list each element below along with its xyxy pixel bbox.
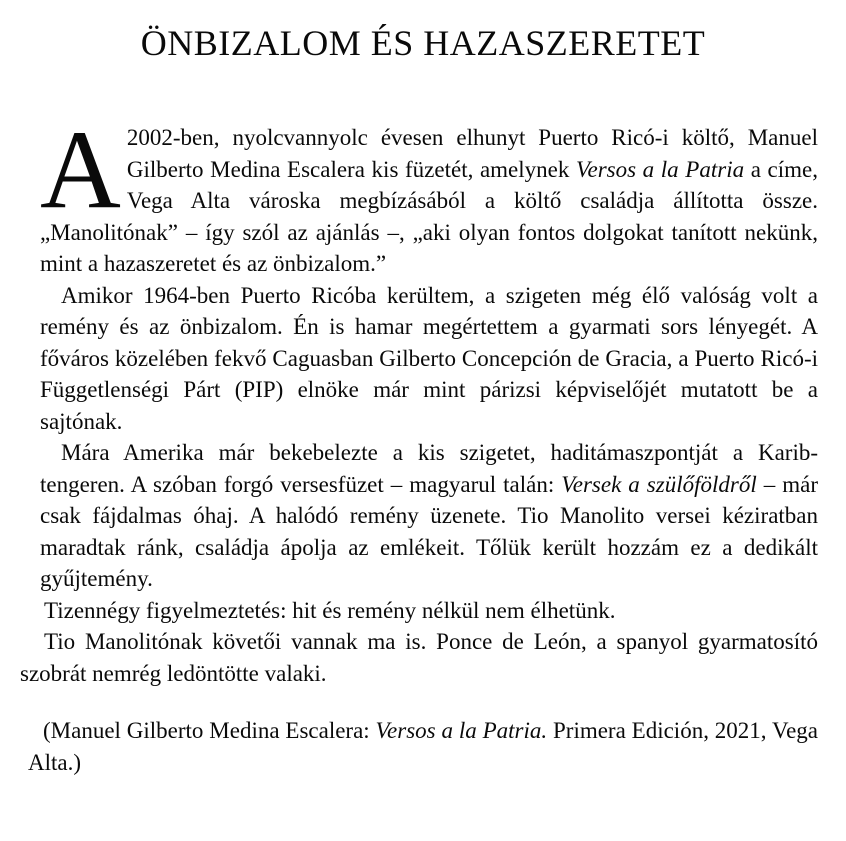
italic-text-segment: Versek a szülőföldről [561,471,757,497]
text-segment: Mára Amerika már bekebelezte a kis szigetet, haditámaszpontját a Karib-tengeren. A szóban forgó versesfüzet – magyarul talán: [40,440,818,497]
document-page [0,22,846,841]
page-title: ÖNBIZALOM ÉS HAZASZERETET [140,23,706,63]
text-segment: Tio Manolitónak követői vannak ma is. Ponce de León, a spanyol gyarmatosító szobrát nemrég ledöntötte valaki. [20,629,818,686]
text-segment: 2002-ben, nyolcvannyolc évesen elhunyt Puerto Ricó-i költő, Manuel Gilberto Medina Escalera kis füzetét, amelynek [126,125,818,182]
text-segment: Amikor 1964-ben Puerto Ricóba kerültem, a szigeten még élő valóság volt a remény és az önbizalom. Én is hamar megértettem a gyarmati sors lényegét. A főváros közelében fekvő Caguasban Gilberto Concepción de Gracia, a Puerto Ricó-i Függetlenségi Párt (PIP) elnöke már mint párizsi képviselőjét mutatott be a sajtónak. [40,282,818,434]
paragraph-america [40,437,818,595]
italic-text-segment: Versos a la Patria. [375,718,548,743]
text-segment: – már csak fájdalmas óhaj. A halódó remény üzenete. Tio Manolito versei kéziratban maradtak ránk, családja ápolja az emlékeit. Tőlük került hozzám ez a dedikált gyűjtemény. [40,471,818,591]
article-body [20,108,818,778]
text-segment: Tizennégy figyelmeztetés: hit és remény nélkül nem élhetünk. [44,597,616,623]
text-segment: a címe, Vega Alta városka megbízásából a költő családja állította össze. „Manolitónak” – így szól az ajánlás –, „aki olyan fontos dolgokat tanított nekünk, mint a hazaszeretet és az önbizalom.” [40,156,818,276]
paragraph-followers [20,626,818,689]
drop-cap-letter: A [40,108,121,232]
text-segment: Primera Edición, 2021, Vega Alta.) [28,718,818,775]
paragraph-arrival [40,280,818,438]
italic-text-segment: Versos a la Patria [575,156,745,182]
paragraph-opening [40,108,818,280]
paragraph-warnings [40,595,818,627]
text-segment: (Manuel Gilberto Medina Escalera: [43,718,376,743]
paragraph-citation [28,715,818,778]
